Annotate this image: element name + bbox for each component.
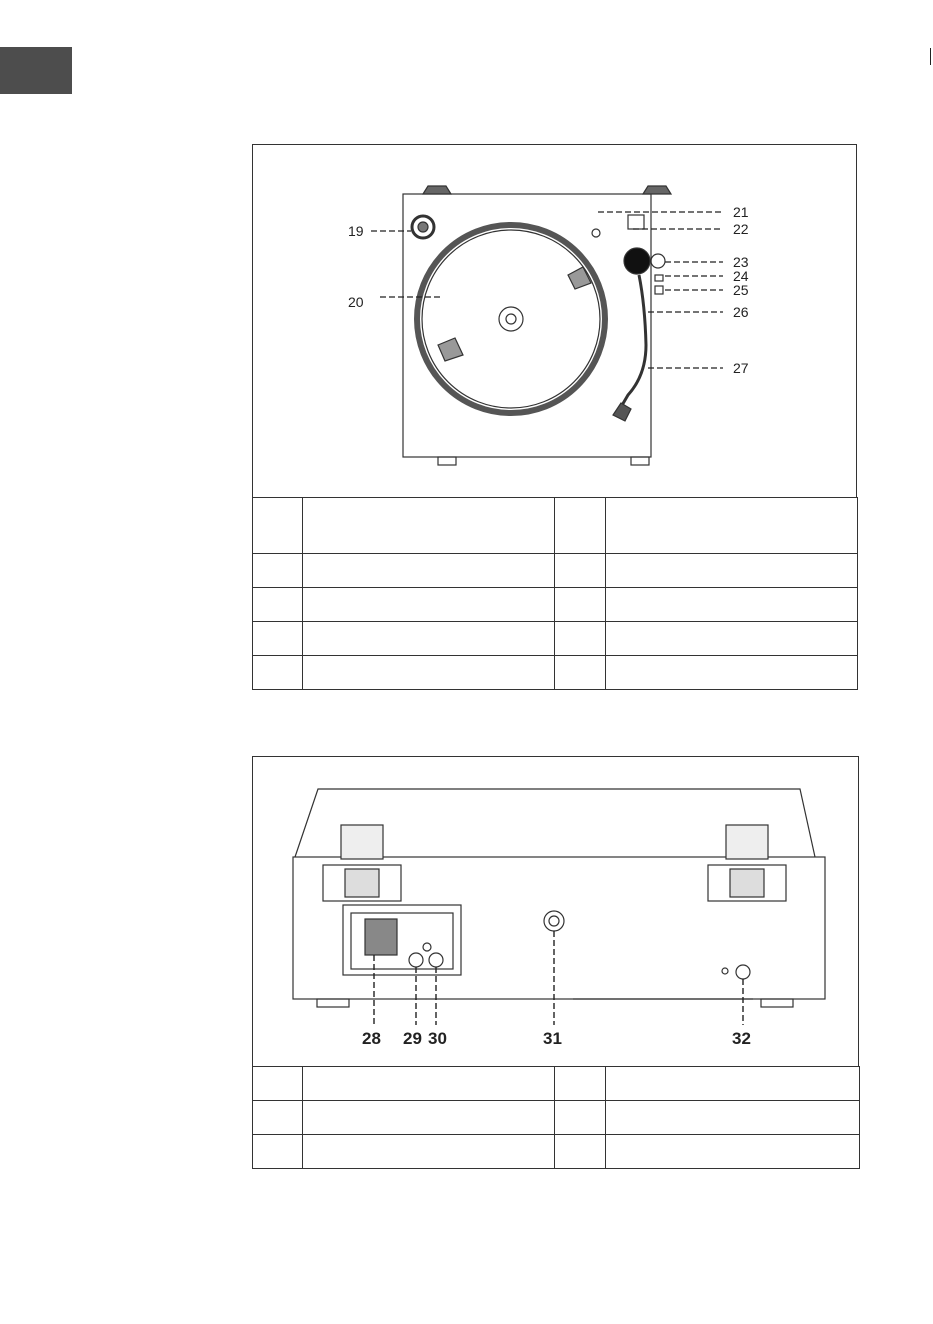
legend-cell	[606, 1067, 860, 1101]
callout-30: 30	[428, 1029, 447, 1048]
turntable-rear-view-drawing	[253, 757, 860, 1068]
callout-27: 27	[733, 360, 749, 376]
table-row	[253, 622, 858, 656]
page-edge-mark	[930, 48, 931, 65]
callout-29: 29	[403, 1029, 422, 1048]
legend-cell	[253, 1101, 303, 1135]
legend-cell	[303, 622, 555, 656]
legend-cell	[606, 554, 858, 588]
callout-20: 20	[348, 294, 364, 310]
legend-cell	[606, 588, 858, 622]
counterweight	[624, 248, 650, 274]
legend-cell	[253, 1067, 303, 1101]
table-row	[253, 1067, 860, 1101]
legend-cell	[606, 622, 858, 656]
legend-cell	[555, 588, 606, 622]
language-tab	[0, 47, 72, 94]
callout-26: 26	[733, 304, 749, 320]
legend-cell	[606, 1135, 860, 1169]
table-row	[253, 1135, 860, 1169]
legend-cell	[253, 498, 303, 554]
legend-cell	[555, 1101, 606, 1135]
legend-table-bottom	[252, 1066, 860, 1169]
legend-cell	[606, 656, 858, 690]
callout-25: 25	[733, 282, 749, 298]
table-row	[253, 498, 858, 554]
turntable-base-outline	[403, 194, 651, 457]
legend-cell	[555, 656, 606, 690]
legend-cell	[303, 554, 555, 588]
legend-cell	[555, 1135, 606, 1169]
legend-table-top	[252, 497, 858, 690]
legend-cell	[303, 588, 555, 622]
legend-cell	[303, 498, 555, 554]
legend-cell	[303, 1135, 555, 1169]
legend-cell	[303, 1101, 555, 1135]
callout-24: 24	[733, 268, 749, 284]
legend-cell	[253, 656, 303, 690]
turntable-top-view-drawing	[253, 145, 858, 499]
turntable-rear-view-figure	[252, 756, 859, 1067]
callout-21: 21	[733, 204, 749, 220]
legend-cell	[555, 1067, 606, 1101]
platter-outline	[417, 225, 605, 413]
callout-32: 32	[732, 1029, 751, 1048]
legend-cell	[253, 588, 303, 622]
legend-cell	[606, 498, 858, 554]
legend-cell	[606, 1101, 860, 1135]
callout-22: 22	[733, 221, 749, 237]
table-row	[253, 1101, 860, 1135]
legend-cell	[253, 554, 303, 588]
legend-cell	[303, 656, 555, 690]
callout-28: 28	[362, 1029, 381, 1048]
legend-cell	[555, 622, 606, 656]
legend-cell	[555, 554, 606, 588]
legend-cell	[303, 1067, 555, 1101]
turntable-top-view-figure	[252, 144, 857, 498]
table-row	[253, 554, 858, 588]
callout-23: 23	[733, 254, 749, 270]
callout-31: 31	[543, 1029, 562, 1048]
callout-19: 19	[348, 223, 364, 239]
legend-cell	[555, 498, 606, 554]
legend-cell	[253, 1135, 303, 1169]
legend-cell	[253, 622, 303, 656]
table-row	[253, 656, 858, 690]
table-row	[253, 588, 858, 622]
